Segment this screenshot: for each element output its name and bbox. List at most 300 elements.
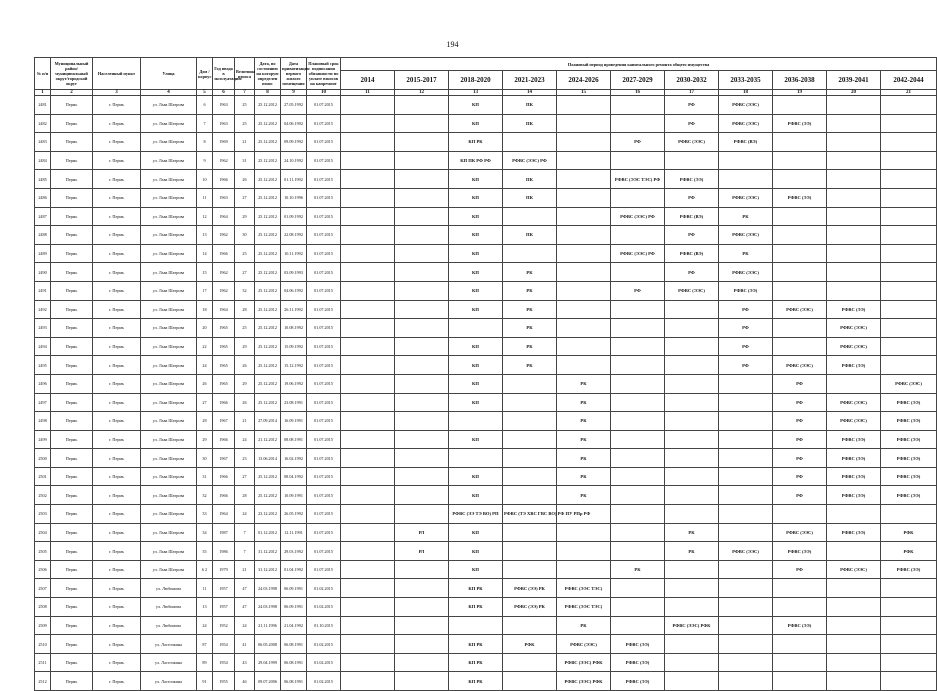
house-cell: 22 xyxy=(197,337,213,356)
row-number-cell: 2504 xyxy=(35,523,51,542)
period-work-cell: РФВС (ЭЭС) xyxy=(827,560,881,579)
period-work-cell xyxy=(881,356,937,375)
period-work-cell xyxy=(503,672,557,691)
settlement-cell: г. Пермь xyxy=(93,653,141,672)
period-work-cell xyxy=(395,188,449,207)
period-work-cell xyxy=(719,151,773,170)
table-row xyxy=(35,505,937,524)
privatization-date-cell: 08.04.1992 xyxy=(281,467,307,486)
period-work-cell: РФК xyxy=(503,635,557,654)
settlement-cell: г. Пермь xyxy=(93,263,141,282)
municipality-cell: Пермь xyxy=(51,560,93,579)
period-work-cell xyxy=(557,542,611,561)
period-work-cell: РФВС (ЭЭ) РК xyxy=(503,579,557,598)
period-work-cell: КП xyxy=(449,244,503,263)
period-work-cell: ПК xyxy=(503,96,557,115)
wear-cell: 30 xyxy=(235,226,255,245)
period-work-cell xyxy=(611,430,665,449)
period-work-cell xyxy=(827,133,881,152)
wear-date-cell: 24.03.1998 xyxy=(255,598,281,617)
period-work-cell xyxy=(773,337,827,356)
period-work-cell xyxy=(341,598,395,617)
table-row xyxy=(35,393,937,412)
period-work-cell: РФВС (ЭЭ) xyxy=(827,467,881,486)
period-work-cell: РФВС (ВЭ) xyxy=(665,244,719,263)
period-work-cell: РК xyxy=(557,430,611,449)
row-number-cell: 2487 xyxy=(35,207,51,226)
period-work-cell xyxy=(827,281,881,300)
period-work-cell xyxy=(611,486,665,505)
period-work-cell xyxy=(773,505,827,524)
row-number-cell: 2493 xyxy=(35,319,51,338)
year-built-cell: 1966 xyxy=(213,486,235,505)
municipality-cell: Пермь xyxy=(51,188,93,207)
period-work-cell: РФВС (ЭЭС) xyxy=(773,300,827,319)
period-work-cell xyxy=(395,244,449,263)
deadline-cell: 01.07.2015 xyxy=(307,523,341,542)
table-row xyxy=(35,356,937,375)
period-work-cell: КП ПК РФ РФ xyxy=(449,151,503,170)
deadline-cell: 01.07.2015 xyxy=(307,560,341,579)
street-cell: ул. Льва Шатрова xyxy=(141,226,197,245)
row-number-cell: 2506 xyxy=(35,560,51,579)
period-work-cell xyxy=(827,96,881,115)
period-work-cell: РФВС (ЭЭС) РФК xyxy=(557,653,611,672)
period-work-cell xyxy=(881,114,937,133)
column-number: 3 xyxy=(93,90,141,96)
wear-date-cell: 13.06.2014 xyxy=(255,449,281,468)
period-work-cell xyxy=(665,560,719,579)
privatization-date-cell: 19.06.1992 xyxy=(281,374,307,393)
period-work-cell xyxy=(773,281,827,300)
period-work-cell: РФ xyxy=(719,337,773,356)
period-work-cell: РФВС (ЭЭС) xyxy=(827,337,881,356)
period-work-cell xyxy=(557,319,611,338)
deadline-cell: 01.07.2015 xyxy=(307,393,341,412)
period-work-cell xyxy=(827,616,881,635)
period-work-cell xyxy=(773,207,827,226)
street-cell: ул. Льва Шатрова xyxy=(141,467,197,486)
period-work-cell: РК xyxy=(503,356,557,375)
row-number-cell: 2503 xyxy=(35,505,51,524)
row-number-cell: 2501 xyxy=(35,467,51,486)
period-work-cell: РФВС (ЭЭС) xyxy=(773,356,827,375)
period-work-cell xyxy=(719,374,773,393)
deadline-cell: 01.07.2015 xyxy=(307,319,341,338)
period-work-cell xyxy=(611,449,665,468)
header-wear: Величина износа xyxy=(235,58,255,90)
wear-date-cell: 25.12.2012 xyxy=(255,170,281,189)
settlement-cell: г. Пермь xyxy=(93,207,141,226)
period-work-cell xyxy=(827,170,881,189)
settlement-cell: г. Пермь xyxy=(93,226,141,245)
row-number-cell: 2499 xyxy=(35,430,51,449)
period-work-cell xyxy=(881,300,937,319)
period-work-cell xyxy=(341,281,395,300)
period-work-cell xyxy=(341,505,395,524)
year-built-cell: 1954 xyxy=(213,635,235,654)
period-work-cell xyxy=(395,579,449,598)
period-work-cell xyxy=(665,505,719,524)
period-work-cell xyxy=(557,356,611,375)
period-work-cell xyxy=(827,374,881,393)
period-work-cell: РФВС (ЭЭ) xyxy=(881,486,937,505)
period-work-cell: РФВС (ВЭ) xyxy=(719,133,773,152)
column-number: 4 xyxy=(141,90,197,96)
column-number: 13 xyxy=(449,90,503,96)
period-work-cell xyxy=(395,412,449,431)
capital-repair-schedule-table xyxy=(34,57,937,691)
wear-cell: 29 xyxy=(235,374,255,393)
house-cell: 31 xyxy=(197,467,213,486)
period-work-cell xyxy=(827,207,881,226)
row-number-cell: 2492 xyxy=(35,300,51,319)
period-work-cell: РФ xyxy=(665,263,719,282)
house-cell: 89 xyxy=(197,653,213,672)
period-work-cell: РК xyxy=(557,393,611,412)
period-work-cell: РФ xyxy=(773,430,827,449)
street-cell: ул. Льва Шатрова xyxy=(141,560,197,579)
table-row xyxy=(35,281,937,300)
municipality-cell: Пермь xyxy=(51,635,93,654)
period-work-cell xyxy=(719,560,773,579)
period-work-cell: КП РК xyxy=(449,635,503,654)
period-work-cell xyxy=(503,449,557,468)
settlement-cell: г. Пермь xyxy=(93,300,141,319)
wear-cell: 28 xyxy=(235,486,255,505)
period-work-cell xyxy=(827,542,881,561)
year-built-cell: 1955 xyxy=(213,672,235,691)
period-work-cell: КП xyxy=(449,430,503,449)
column-number: 5 xyxy=(197,90,213,96)
period-work-cell: КП xyxy=(449,96,503,115)
house-cell: 18 xyxy=(197,300,213,319)
period-work-cell xyxy=(341,560,395,579)
header-period: 2021-2023 xyxy=(503,71,557,90)
municipality-cell: Пермь xyxy=(51,486,93,505)
municipality-cell: Пермь xyxy=(51,374,93,393)
period-work-cell: РФВС (ЭЭС) xyxy=(665,281,719,300)
period-work-cell xyxy=(395,114,449,133)
wear-cell: 27 xyxy=(235,188,255,207)
column-number: 19 xyxy=(773,90,827,96)
period-work-cell: РФВС (ЭЭС) РФ xyxy=(611,207,665,226)
privatization-date-cell: 06.08.1991 xyxy=(281,635,307,654)
period-work-cell xyxy=(503,430,557,449)
privatization-date-cell: 15.12.1992 xyxy=(281,356,307,375)
period-work-cell xyxy=(773,133,827,152)
deadline-cell: 01.07.2015 xyxy=(307,226,341,245)
period-work-cell: РФ xyxy=(773,467,827,486)
period-work-cell: РФВС (ЭЭС) xyxy=(881,374,937,393)
municipality-cell: Пермь xyxy=(51,653,93,672)
row-number-cell: 2488 xyxy=(35,226,51,245)
privatization-date-cell: 04.06.1992 xyxy=(281,114,307,133)
column-number: 15 xyxy=(557,90,611,96)
table-row xyxy=(35,412,937,431)
privatization-date-cell: 26.05.1992 xyxy=(281,505,307,524)
period-work-cell: РФ xyxy=(665,226,719,245)
year-built-cell: 1957 xyxy=(213,598,235,617)
period-work-cell xyxy=(881,616,937,635)
period-work-cell xyxy=(665,319,719,338)
period-work-cell xyxy=(665,579,719,598)
privatization-date-cell: 21.04.1992 xyxy=(281,616,307,635)
period-work-cell xyxy=(827,579,881,598)
period-work-cell: РФВС (ЭЭ) xyxy=(665,170,719,189)
period-work-cell xyxy=(449,616,503,635)
period-work-cell xyxy=(665,635,719,654)
period-work-cell: КП xyxy=(449,393,503,412)
wear-cell: 28 xyxy=(235,300,255,319)
period-work-cell: РФВС (ЭЭ) xyxy=(773,188,827,207)
municipality-cell: Пермь xyxy=(51,598,93,617)
deadline-cell: 01.07.2015 xyxy=(307,151,341,170)
period-work-cell xyxy=(827,598,881,617)
period-work-cell xyxy=(341,412,395,431)
period-work-cell xyxy=(557,226,611,245)
privatization-date-cell: 27.05.1992 xyxy=(281,96,307,115)
table-row xyxy=(35,170,937,189)
period-work-cell: РФВС (ЭЭ) xyxy=(827,449,881,468)
house-cell: 27 xyxy=(197,393,213,412)
deadline-cell: 01.07.2015 xyxy=(307,374,341,393)
municipality-cell: Пермь xyxy=(51,616,93,635)
column-number: 11 xyxy=(341,90,395,96)
period-work-cell: РФВС (ЭЭ) xyxy=(881,393,937,412)
wear-date-cell: 25.12.2012 xyxy=(255,319,281,338)
privatization-date-cell: 23.08.1991 xyxy=(281,393,307,412)
wear-date-cell: 24.03.1998 xyxy=(255,579,281,598)
house-cell: 91 xyxy=(197,672,213,691)
street-cell: ул. Льва Шатрова xyxy=(141,188,197,207)
period-work-cell xyxy=(719,430,773,449)
header-settlement: Населенный пункт xyxy=(93,58,141,90)
period-work-cell xyxy=(341,133,395,152)
period-work-cell xyxy=(611,374,665,393)
period-work-cell xyxy=(773,226,827,245)
period-work-cell xyxy=(881,598,937,617)
header-planned-period: Плановый период проведения капитального ремонта общего имущества xyxy=(341,58,937,71)
period-work-cell xyxy=(557,170,611,189)
deadline-cell: 01.02.2015 xyxy=(307,672,341,691)
year-built-cell: 1979 xyxy=(213,560,235,579)
table-row xyxy=(35,133,937,152)
period-work-cell: КП xyxy=(449,188,503,207)
municipality-cell: Пермь xyxy=(51,449,93,468)
column-number: 21 xyxy=(881,90,937,96)
settlement-cell: г. Пермь xyxy=(93,356,141,375)
settlement-cell: г. Пермь xyxy=(93,542,141,561)
period-work-cell xyxy=(557,523,611,542)
year-built-cell: 1965 xyxy=(213,319,235,338)
table-row xyxy=(35,523,937,542)
wear-cell: 27 xyxy=(235,263,255,282)
year-built-cell: 1957 xyxy=(213,579,235,598)
deadline-cell: 01.07.2015 xyxy=(307,505,341,524)
house-cell: 33 xyxy=(197,505,213,524)
settlement-cell: г. Пермь xyxy=(93,114,141,133)
period-work-cell: КП xyxy=(449,263,503,282)
wear-cell: 47 xyxy=(235,579,255,598)
period-work-cell xyxy=(611,542,665,561)
period-work-cell xyxy=(395,560,449,579)
period-work-cell xyxy=(827,114,881,133)
period-work-cell xyxy=(665,300,719,319)
year-built-cell: 1966 xyxy=(213,244,235,263)
house-cell: 7 xyxy=(197,114,213,133)
period-work-cell: КП xyxy=(449,170,503,189)
column-number: 8 xyxy=(255,90,281,96)
page-number: 194 xyxy=(446,40,459,49)
period-work-cell xyxy=(719,412,773,431)
period-work-cell xyxy=(881,170,937,189)
row-number-cell: 2482 xyxy=(35,114,51,133)
period-work-cell xyxy=(665,393,719,412)
column-number: 16 xyxy=(611,90,665,96)
period-work-cell: РФВС (ЭЭ) xyxy=(611,672,665,691)
period-work-cell xyxy=(395,672,449,691)
settlement-cell: г. Пермь xyxy=(93,319,141,338)
street-cell: ул. Льва Шатрова xyxy=(141,393,197,412)
year-built-cell: 1964 xyxy=(213,505,235,524)
street-cell: ул. Льва Шатрова xyxy=(141,263,197,282)
privatization-date-cell: 06.08.1991 xyxy=(281,672,307,691)
period-work-cell: РФ xyxy=(773,412,827,431)
period-work-cell xyxy=(341,374,395,393)
period-work-cell xyxy=(881,244,937,263)
period-work-cell xyxy=(557,188,611,207)
period-work-cell xyxy=(881,133,937,152)
period-work-cell xyxy=(773,170,827,189)
row-number-cell: 2489 xyxy=(35,244,51,263)
row-number-cell: 2486 xyxy=(35,188,51,207)
period-work-cell xyxy=(341,263,395,282)
privatization-date-cell: 08.08.1991 xyxy=(281,430,307,449)
period-work-cell xyxy=(719,449,773,468)
table-row xyxy=(35,542,937,561)
period-work-cell xyxy=(611,393,665,412)
period-work-cell xyxy=(395,170,449,189)
period-work-cell: КП РК xyxy=(449,579,503,598)
year-built-cell: 1952 xyxy=(213,616,235,635)
period-work-cell: КП xyxy=(449,523,503,542)
period-work-cell xyxy=(503,560,557,579)
period-work-cell: РК xyxy=(557,486,611,505)
deadline-cell: 01.07.2015 xyxy=(307,542,341,561)
wear-cell: 21 xyxy=(235,133,255,152)
period-work-cell: РФВС (ЭЭС) xyxy=(827,412,881,431)
period-work-cell xyxy=(719,523,773,542)
street-cell: ул. Льва Шатрова xyxy=(141,244,197,263)
municipality-cell: Пермь xyxy=(51,672,93,691)
house-cell: 6 2 xyxy=(197,560,213,579)
row-number-cell: 2496 xyxy=(35,374,51,393)
period-work-cell xyxy=(719,467,773,486)
table-row xyxy=(35,635,937,654)
period-work-cell xyxy=(665,374,719,393)
municipality-cell: Пермь xyxy=(51,505,93,524)
municipality-cell: Пермь xyxy=(51,356,93,375)
wear-cell: 25 xyxy=(235,319,255,338)
wear-cell: 24 xyxy=(235,430,255,449)
period-work-cell xyxy=(503,133,557,152)
period-work-cell xyxy=(341,96,395,115)
period-work-cell xyxy=(719,486,773,505)
period-work-cell: РФВС (ЭЭ) xyxy=(881,467,937,486)
wear-cell: 27 xyxy=(235,467,255,486)
municipality-cell: Пермь xyxy=(51,393,93,412)
wear-date-cell: 25.12.2012 xyxy=(255,281,281,300)
period-work-cell xyxy=(719,653,773,672)
period-work-cell: РЛ xyxy=(395,542,449,561)
period-work-cell: РФВС (ЭЭС) РФК xyxy=(557,672,611,691)
column-number: 6 xyxy=(213,90,235,96)
settlement-cell: г. Пермь xyxy=(93,579,141,598)
period-work-cell: РК xyxy=(719,207,773,226)
period-work-cell xyxy=(557,207,611,226)
year-built-cell: 1963 xyxy=(213,114,235,133)
privatization-date-cell: 22.08.1992 xyxy=(281,226,307,245)
house-cell: 29 xyxy=(197,430,213,449)
header-row-no: № п/п xyxy=(35,58,51,90)
period-work-cell: КП xyxy=(449,542,503,561)
period-work-cell: РФК xyxy=(881,523,937,542)
house-cell: 13 xyxy=(197,598,213,617)
deadline-cell: 01.10.2015 xyxy=(307,616,341,635)
table-row xyxy=(35,337,937,356)
period-work-cell: РФ xyxy=(719,356,773,375)
period-work-cell: ПК xyxy=(503,188,557,207)
settlement-cell: г. Пермь xyxy=(93,170,141,189)
period-work-cell: РФВС (ЭЭС) РФК xyxy=(665,616,719,635)
table-row xyxy=(35,96,937,115)
settlement-cell: г. Пермь xyxy=(93,523,141,542)
house-cell: 20 xyxy=(197,319,213,338)
table-row xyxy=(35,467,937,486)
period-work-cell xyxy=(665,598,719,617)
wear-date-cell: 25.12.2012 xyxy=(255,114,281,133)
period-work-cell: РФВС (ЭЭС) xyxy=(827,319,881,338)
year-built-cell: 1965 xyxy=(213,374,235,393)
period-work-cell: РФВС (ЭЭ) xyxy=(827,300,881,319)
deadline-cell: 01.07.2015 xyxy=(307,356,341,375)
privatization-date-cell: 10.08.1992 xyxy=(281,319,307,338)
period-work-cell xyxy=(881,672,937,691)
table-row xyxy=(35,114,937,133)
period-work-cell xyxy=(395,300,449,319)
period-work-cell: РК xyxy=(557,616,611,635)
wear-date-cell: 31.12.2012 xyxy=(255,542,281,561)
period-work-cell xyxy=(395,151,449,170)
municipality-cell: Пермь xyxy=(51,244,93,263)
period-work-cell xyxy=(665,672,719,691)
table-row xyxy=(35,263,937,282)
column-number: 12 xyxy=(395,90,449,96)
period-work-cell: РФ xyxy=(773,449,827,468)
period-work-cell xyxy=(395,337,449,356)
privatization-date-cell: 10.10.1996 xyxy=(281,188,307,207)
period-work-cell xyxy=(719,579,773,598)
period-work-cell xyxy=(665,486,719,505)
period-work-cell: РФВС (ЭЭ) xyxy=(881,560,937,579)
year-built-cell: 1964 xyxy=(213,300,235,319)
period-work-cell xyxy=(395,449,449,468)
period-work-cell: РФВС (ЭЭС ТЭС) РФ xyxy=(611,170,665,189)
header-street: Улица xyxy=(141,58,197,90)
period-work-cell: РФ xyxy=(611,133,665,152)
period-work-cell: РФВС (ЭЭС) xyxy=(719,542,773,561)
